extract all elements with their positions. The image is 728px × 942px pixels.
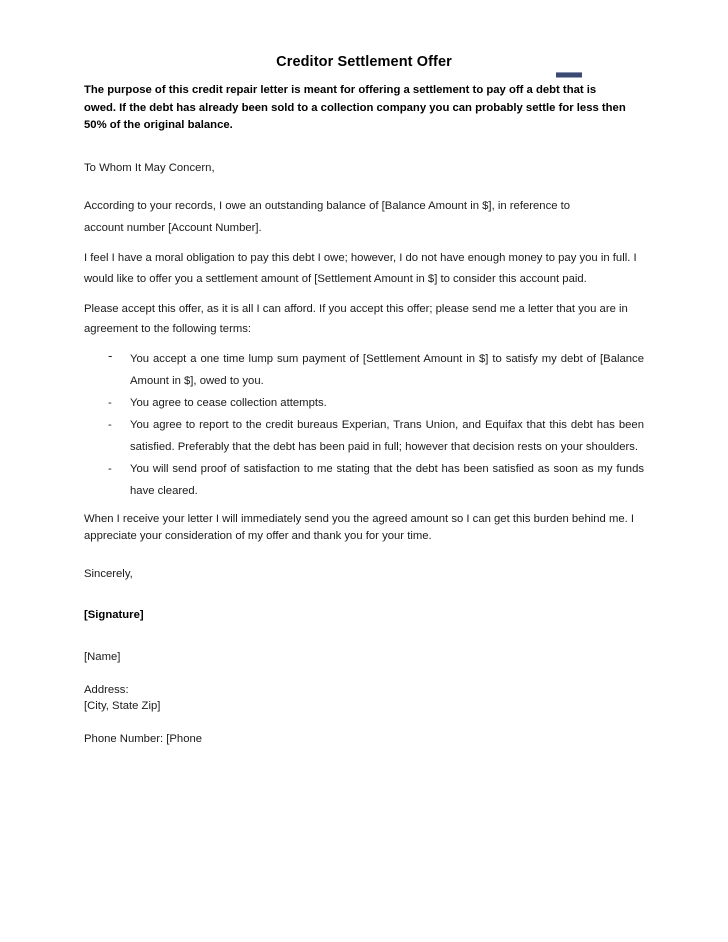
paragraph-records: According to your records, I owe an outstanding balance of [Balance Amount in $], in reference to account number [Account Number]. — [84, 199, 571, 234]
document-body — [84, 82, 646, 750]
phone-number-line: Phone Number: [Phone — [84, 732, 203, 745]
list-item — [84, 348, 644, 392]
name-placeholder: [Name] — [84, 650, 121, 663]
paragraph-accept-offer: Please accept this offer, as it is all I can afford. If you accept this offer; please send me a letter that you are in agreement to the following terms: — [84, 302, 628, 335]
closing-sincerely: Sincerely, — [84, 567, 133, 580]
list-item-text: You agree to report to the credit bureaus Experian, Trans Union, and Equifax that this debt has been satisfied. Preferably that the debt has been paid in full; however that decision rests on your shoulders. — [130, 418, 644, 453]
bullet-dash-icon: - — [108, 418, 112, 431]
signature-placeholder: [Signature] — [84, 608, 144, 621]
city-state-zip-placeholder: [City, State Zip] — [84, 699, 161, 712]
address-label: Address: — [84, 683, 129, 696]
list-item — [84, 392, 644, 414]
bullet-dash-icon: - — [108, 396, 112, 409]
list-item — [84, 414, 644, 458]
list-item-text: You will send proof of satisfaction to me stating that the debt has been satisfied as soon as my funds have cleared. — [130, 462, 644, 497]
list-item — [84, 458, 644, 502]
page-title: Creditor Settlement Offer — [276, 54, 452, 70]
terms-list — [84, 348, 646, 502]
list-item-text: You agree to cease collection attempts. — [130, 396, 327, 409]
divider-bar-artifact — [556, 72, 582, 78]
intro-paragraph: The purpose of this credit repair letter is meant for offering a settlement to pay off a debt that is owed. If the debt has already been sold to a collection company you can probably settle for less then 50% of the original balance. — [84, 84, 626, 131]
paragraph-closing: When I receive your letter I will immediately send you the agreed amount so I can get this burden behind me. I appreciate your consideration of my offer and thank you for your time. — [84, 512, 635, 542]
paragraph-moral-obligation: I feel I have a moral obligation to pay this debt I owe; however, I do not have enough money to pay you in full. I would like to offer you a settlement amount of [Settlement Amount in $] to consider this account paid. — [84, 251, 637, 285]
salutation: To Whom It May Concern, — [84, 161, 215, 174]
bullet-dash-icon: - — [108, 347, 113, 363]
list-item-text: You accept a one time lump sum payment of [Settlement Amount in $] to satisfy my debt of [Balance Amount in $], owed to you. — [130, 352, 644, 387]
address-block — [84, 682, 646, 714]
bullet-dash-icon: - — [108, 462, 112, 475]
